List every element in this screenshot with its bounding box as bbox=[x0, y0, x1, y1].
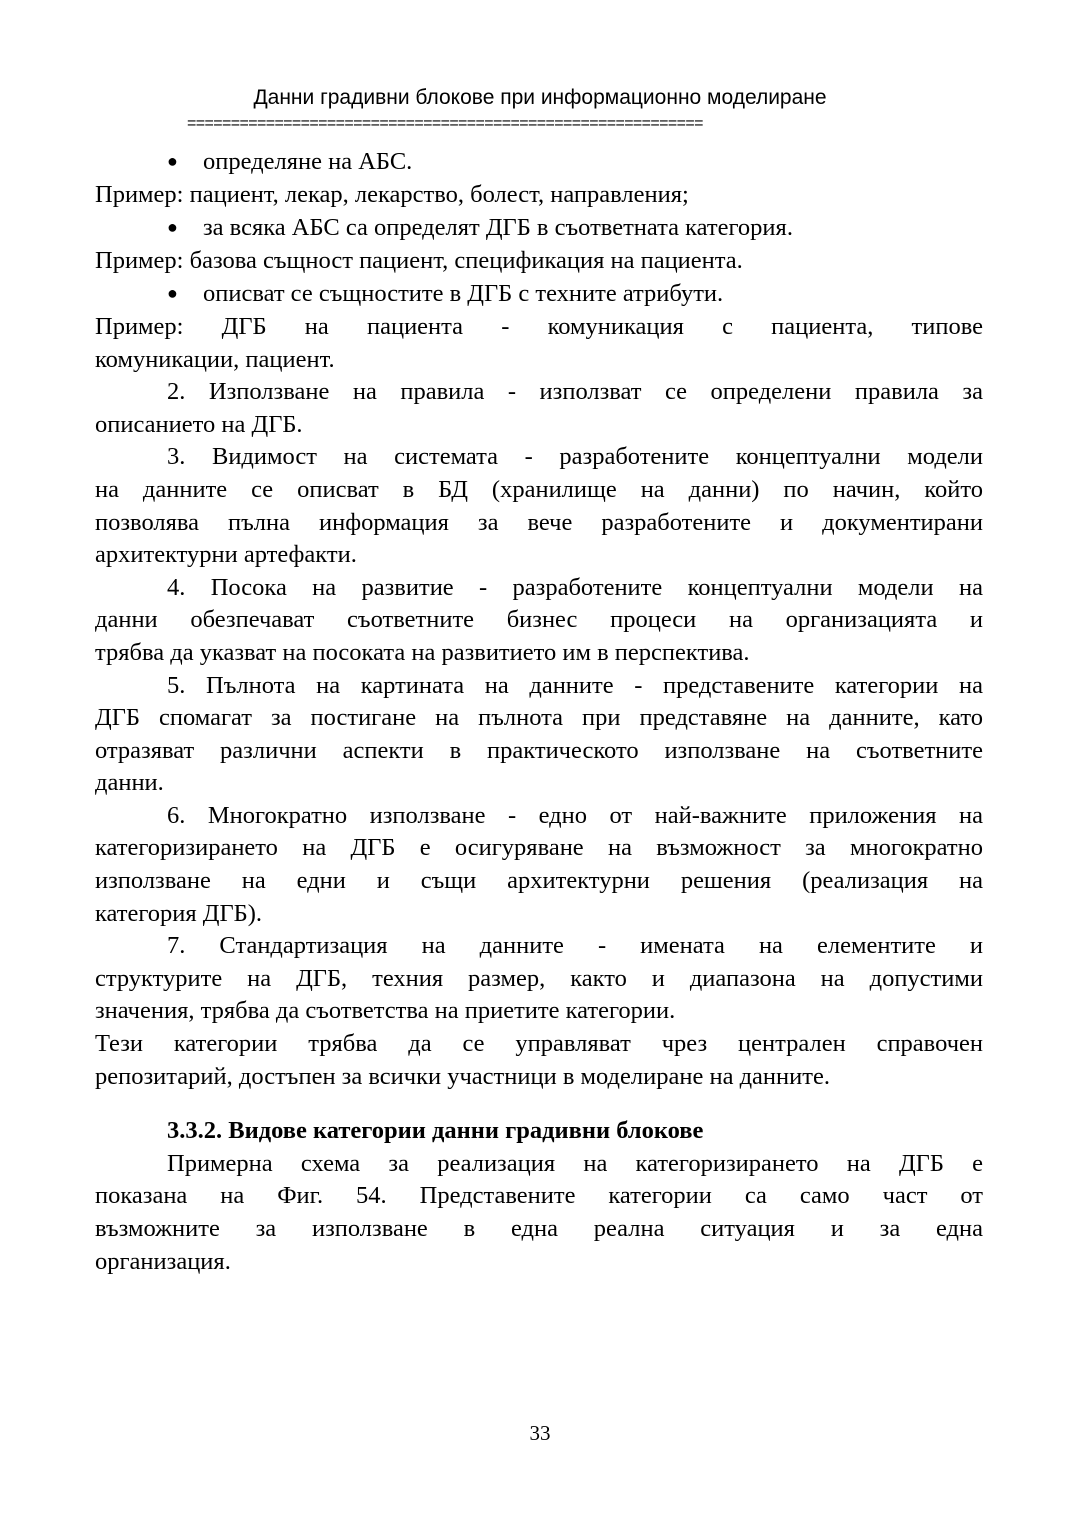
bullet-icon: ● bbox=[167, 283, 178, 304]
paragraph-line: възможните за използване в една реална ситуация и за една bbox=[95, 1215, 983, 1242]
bullet-icon: ● bbox=[167, 151, 178, 171]
bullet-icon: ● bbox=[167, 217, 178, 238]
bullet-item bbox=[95, 145, 983, 179]
paragraph-line: репозитарий, достъпен за всички участници в моделиране на данните. bbox=[95, 1062, 830, 1090]
paragraph-line: 5. Пълнота на картината на данните - представените категории на bbox=[167, 671, 983, 699]
paragraph-line: структурите на ДГБ, техния размер, както и диапазона на допустими bbox=[95, 964, 983, 992]
paragraph-line: трябва да указват на посоката на развитието им в перспектива. bbox=[95, 638, 750, 666]
paragraph-line: значения, трябва да съответства на приетите категории. bbox=[95, 997, 676, 1025]
page-number: 33 bbox=[529, 1421, 551, 1445]
paragraph-line: 4. Посока на развитие - разработените концептуални модели на bbox=[167, 573, 983, 601]
paragraph-line: Тези категории трябва да се управляват чрез централен справочен bbox=[95, 1030, 983, 1058]
paragraph-line: описанието на ДГБ. bbox=[95, 410, 303, 438]
paragraph-line: комуникации, пациент. bbox=[95, 345, 335, 373]
paragraph-line: 6. Многократно използване - едно от най-важните приложения на bbox=[167, 801, 983, 829]
example-line: Пример: базова същност пациент, спецификация на пациента. bbox=[95, 246, 743, 274]
paragraph-line: 7. Стандартизация на данните - имената на елементите и bbox=[167, 932, 983, 960]
paragraph-line: категория ДГБ). bbox=[95, 899, 263, 927]
paragraph-line: организация. bbox=[95, 1247, 231, 1275]
body-text bbox=[95, 145, 983, 1278]
bullet-item bbox=[95, 277, 983, 311]
paragraph-line: ДГБ спомагат за постигане на пълнота при представяне на данните, като bbox=[95, 704, 983, 732]
header-divider: =========================================================== bbox=[187, 115, 703, 132]
paragraph-line: данни обезпечават съответните бизнес процеси на организацията и bbox=[95, 606, 983, 634]
paragraph-line: Примерна схема за реализация на категоризирането на ДГБ е bbox=[167, 1149, 983, 1177]
paragraph-line: позволява пълна информация за вече разработените и документирани bbox=[95, 508, 983, 536]
example-line: Пример: ДГБ на пациента - комуникация с пациента, типове bbox=[95, 312, 983, 340]
paragraph-line: архитектурни артефакти. bbox=[95, 541, 357, 569]
paragraph-line: на данните се описват в БД (хранилище на данни) по начин, който bbox=[95, 475, 983, 503]
paragraph-line: категоризирането на ДГБ е осигуряване на възможност за многократно bbox=[95, 834, 983, 862]
paragraph-line: използване на едни и същи архитектурни решения (реализация на bbox=[95, 867, 983, 895]
bullet-text: описват се същностите в ДГБ с техните атрибути. bbox=[203, 280, 724, 308]
bullet-text: за всяка АБС са определят ДГБ в съответната категория. bbox=[203, 214, 793, 242]
example-line: Пример: пациент, лекар, лекарство, болест, направления; bbox=[95, 180, 689, 208]
paragraph-line: показана на Фиг. 54. Представените категории са само част от bbox=[95, 1182, 983, 1210]
paragraph-line: данни. bbox=[95, 769, 164, 797]
section-heading: 3.3.2. Видове категории данни градивни блокове bbox=[167, 1117, 704, 1145]
paragraph-line: 2. Използване на правила - използват се определени правила за bbox=[167, 378, 983, 406]
bullet-text: определяне на АБС. bbox=[203, 148, 413, 175]
paragraph-line: 3. Видимост на системата - разработените концептуални модели bbox=[167, 443, 983, 471]
running-header: Данни градивни блокове при информационно моделиране bbox=[253, 86, 827, 109]
bullet-item bbox=[95, 211, 983, 245]
paragraph-line: отразяват различни аспекти в практическото използване на съответните bbox=[95, 736, 983, 764]
